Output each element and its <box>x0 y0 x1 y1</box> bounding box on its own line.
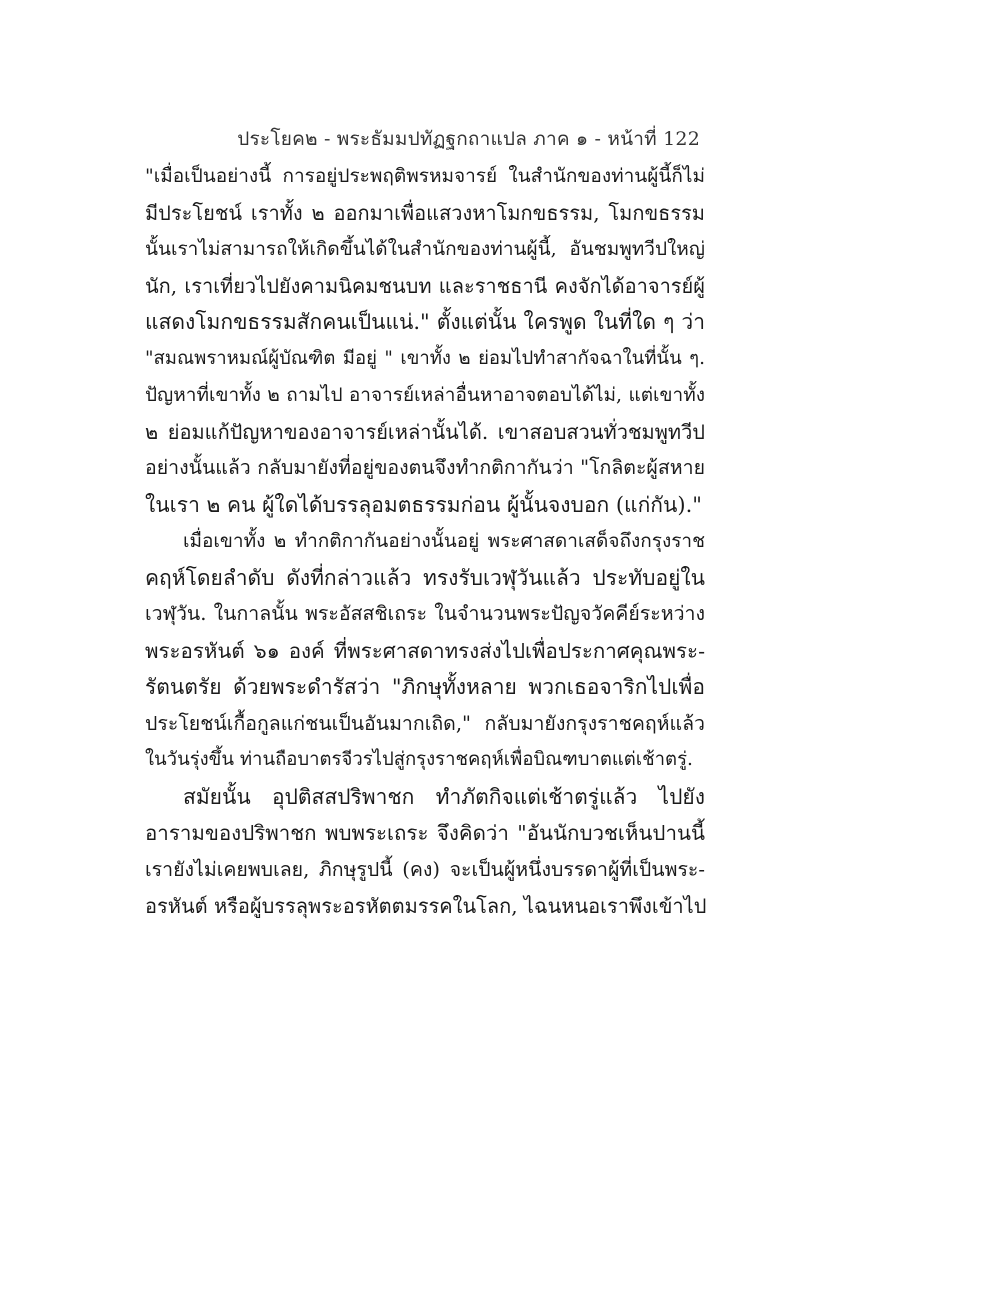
paragraph-3 <box>145 779 705 925</box>
text-line: เรายังไม่เคยพบเลย, ภิกษุรูปนี้ (คง) จะเป็นผู้หนึ่งบรรดาผู้ที่เป็นพระ- <box>145 857 705 881</box>
text-line: พระอรหันต์ ๖๑ องค์ ที่พระศาสดาทรงส่งไปเพื่อประกาศคุณพระ- <box>145 638 705 663</box>
text-line: เมื่อเขาทั้ง ๒ ทำกติกากันอย่างนั้นอยู่ พระศาสดาเสด็จถึงกรุงราช <box>183 530 705 552</box>
page-header: ประโยค๒ - พระธัมมปทัฏฐกถาแปล ภาค ๑ - หน้าที่ 122 <box>237 128 700 150</box>
text-line: นั้นเราไม่สามารถให้เกิดขึ้นได้ในสำนักของท่านผู้นี้, อันชมพูทวีปใหญ่ <box>145 238 705 260</box>
text-line: เวฬุวัน. ในกาลนั้น พระอัสสชิเถระ ในจำนวนพระปัญจวัคคีย์ระหว่าง <box>145 602 705 625</box>
text-line: อรหันต์ หรือผู้บรรลุพระอรหัตตมรรคในโลก, ไฉนหนอเราพึงเข้าไป <box>145 894 707 918</box>
paragraph-1 <box>145 158 705 523</box>
page-body <box>145 158 705 925</box>
text-line: อารามของปริพาชก พบพระเถระ จึงคิดว่า "อันนักบวชเห็นปานนี้ <box>145 821 705 845</box>
text-line: ในเรา ๒ คน ผู้ใดได้บรรลุอมตธรรมก่อน ผู้นั้นจงบอก (แก่กัน)." <box>145 492 702 517</box>
text-line: แสดงโมกขธรรมสักคนเป็นแน่." ตั้งแต่นั้น ใครพูด ในที่ใด ๆ ว่า <box>145 310 705 334</box>
text-line: นัก, เราเที่ยวไปยังคามนิคมชนบท และราชธานี คงจักได้อาจารย์ผู้ <box>145 273 705 298</box>
text-line: มีประโยชน์ เราทั้ง ๒ ออกมาเพื่อแสวงหาโมกขธรรม, โมกขธรรม <box>145 200 705 225</box>
text-line: ประโยชน์เกื้อกูลแก่ชนเป็นอันมากเถิด," กลับมายังกรุงราชคฤห์แล้ว <box>145 711 705 735</box>
text-line: ๒ ย่อมแก้ปัญหาของอาจารย์เหล่านั้นได้. เขาสอบสวนทั่วชมพูทวีป <box>145 419 705 444</box>
text-line: รัตนตรัย ด้วยพระดำรัสว่า "ภิกษุทั้งหลาย พวกเธอจาริกไปเพื่อ <box>145 675 705 699</box>
text-line: คฤห์โดยลำดับ ดังที่กล่าวแล้ว ทรงรับเวฬุวันแล้ว ประทับอยู่ใน <box>145 565 705 590</box>
text-line: ในวันรุ่งขึ้น ท่านถือบาตรจีวรไปสู่กรุงราชคฤห์เพื่อบิณฑบาตแต่เช้าตรู่. <box>145 749 693 770</box>
text-line: สมัยนั้น อุปติสสปริพาชก ทำภัตกิจแต่เช้าตรู่แล้ว ไปยัง <box>183 784 705 809</box>
text-line: ปัญหาที่เขาทั้ง ๒ ถามไป อาจารย์เหล่าอื่นหาอาจตอบได้ไม่, แต่เขาทั้ง <box>145 384 705 406</box>
text-line: "เมื่อเป็นอย่างนี้ การอยู่ประพฤติพรหมจารย์ ในสำนักของท่านผู้นี้ก็ไม่ <box>145 165 705 187</box>
text-line: "สมณพราหมณ์ผู้บัณฑิต มีอยู่ " เขาทั้ง ๒ ย่อมไปทำสากัจฉาในที่นั้น ๆ. <box>145 347 705 369</box>
text-line: อย่างนั้นแล้ว กลับมายังที่อยู่ของตนจึงทำกติกากันว่า "โกลิตะผู้สหาย <box>145 456 705 479</box>
paragraph-2 <box>145 523 705 779</box>
